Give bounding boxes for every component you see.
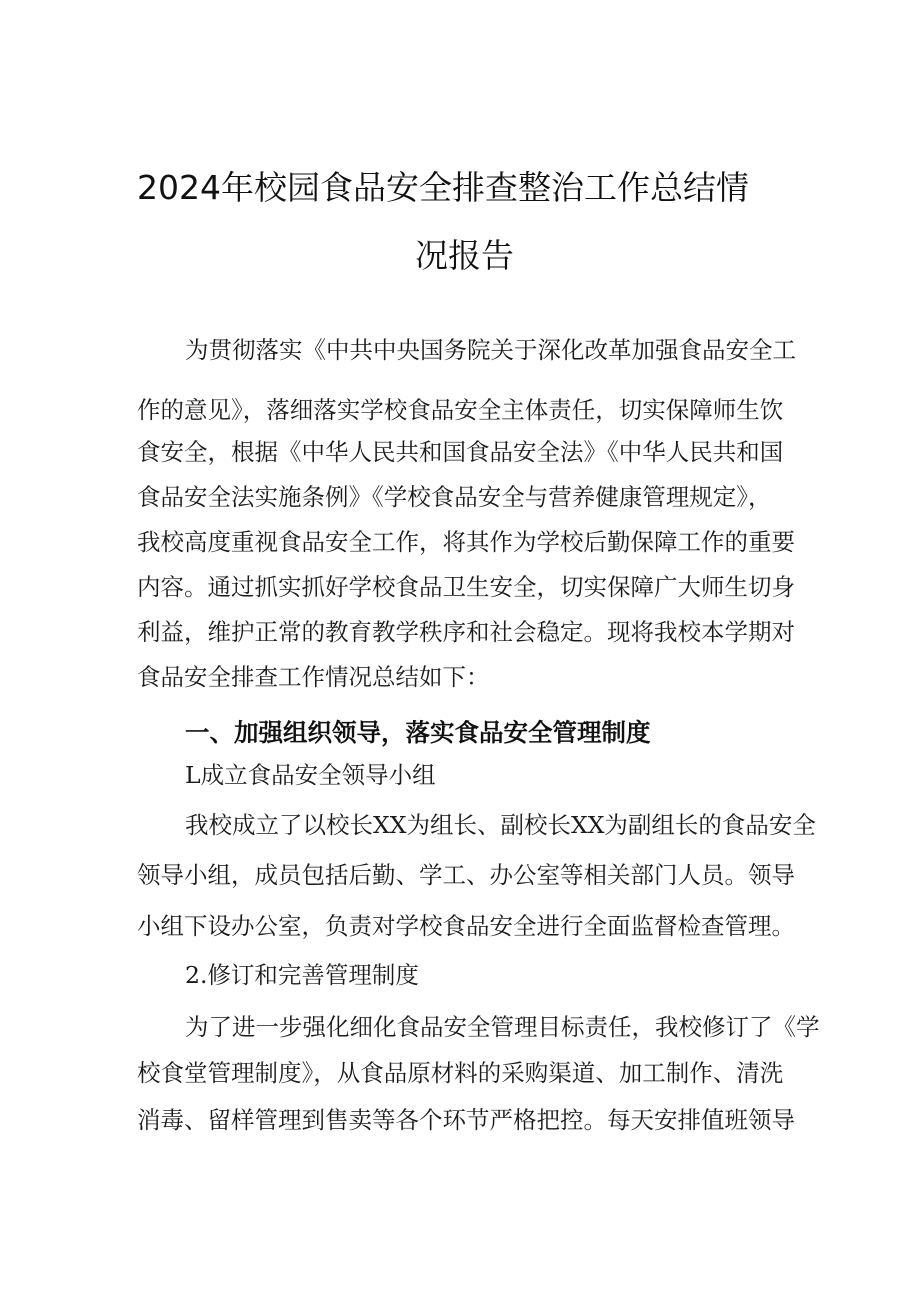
paragraph-1-line-5: 我校高度重视食品安全工作，将其作为学校后勤保障工作的重要 — [137, 528, 795, 556]
paragraph-2-line-2: 领导小组，成员包括后勤、学工、办公室等相关部门人员。领导 — [137, 861, 795, 889]
document-title-line-1: 2024年校园食品安全排查整治工作总结情 — [137, 168, 749, 207]
paragraph-1-line-4: 食品安全法实施条例》《学校食品安全与营养健康管理规定》， — [137, 483, 772, 511]
paragraph-3-line-1: 为了进一步强化细化食品安全管理目标责任，我校修订了《学 — [185, 1013, 820, 1041]
paragraph-1-line-6: 内容。通过抓实抓好学校食品卫生安全，切实保障广大师生切身 — [137, 573, 795, 601]
paragraph-3-line-3: 消毒、留样管理到售卖等各个环节严格把控。每天安排值班领导 — [137, 1106, 795, 1134]
paragraph-1-line-7: 利益，维护正常的教育教学秩序和社会稳定。现将我校本学期对 — [137, 618, 795, 646]
subheading-1: L成立食品安全领导小组 — [185, 761, 436, 789]
document-title-line-2: 况报告 — [415, 236, 514, 275]
paragraph-3-line-2: 校食堂管理制度》，从食品原材料的采购渠道、加工制作、清洗 — [137, 1059, 784, 1087]
paragraph-1-line-3: 食安全，根据《中华人民共和国食品安全法》《中华人民共和国 — [137, 438, 784, 466]
paragraph-1-line-2: 作的意见》，落细落实学校食品安全主体责任，切实保障师生饮 — [137, 396, 784, 424]
paragraph-1-line-1: 为贯彻落实《中共中央国务院关于深化改革加强食品安全工 — [185, 336, 796, 364]
paragraph-1-line-8: 食品安全排查工作情况总结如下： — [137, 663, 490, 691]
paragraph-2-line-3: 小组下设办公室，负责对学校食品安全进行全面监督检查管理。 — [137, 912, 795, 940]
subheading-2: 2.修订和完善管理制度 — [185, 961, 419, 989]
paragraph-2-line-1: 我校成立了以校长XX为组长、副校长XX为副组长的食品安全 — [185, 811, 816, 839]
section-heading-1: 一、加强组织领导，落实食品安全管理制度 — [185, 718, 651, 747]
